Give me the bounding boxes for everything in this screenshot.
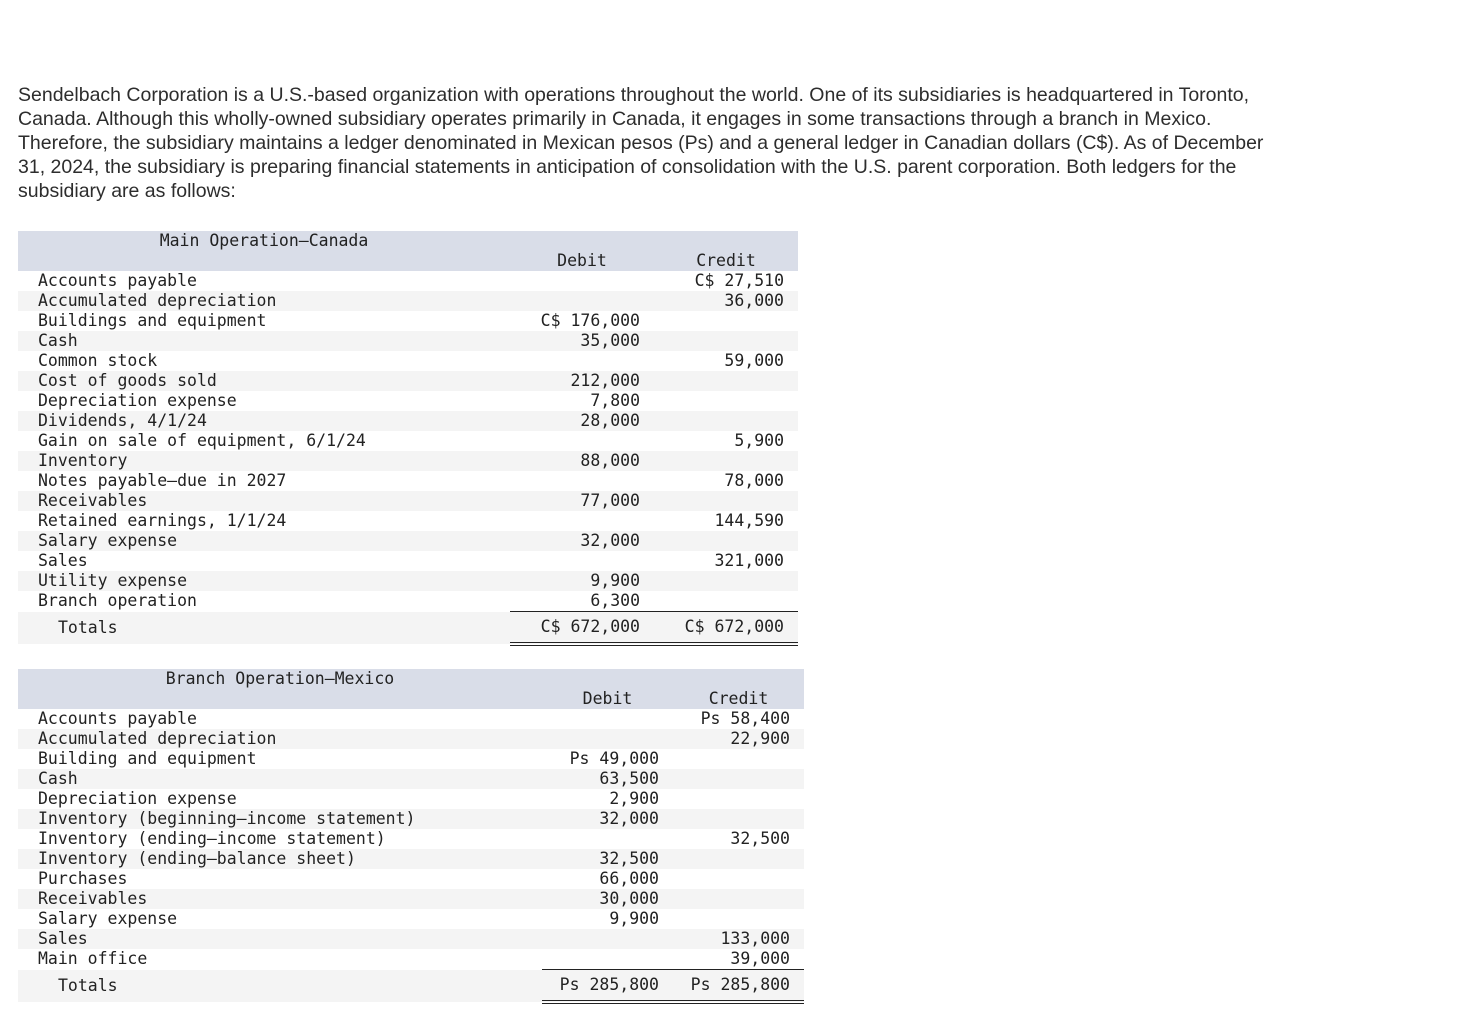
header-filler bbox=[18, 689, 542, 709]
table-row bbox=[18, 551, 798, 571]
debit-cell bbox=[542, 929, 673, 949]
account-cell: Receivables bbox=[18, 889, 542, 909]
table-row bbox=[18, 769, 804, 789]
credit-column-header: Credit bbox=[673, 689, 804, 709]
credit-cell bbox=[654, 571, 798, 591]
account-cell: Gain on sale of equipment, 6/1/24 bbox=[38, 431, 366, 450]
table-row bbox=[18, 411, 798, 431]
account-cell: Main office bbox=[38, 949, 148, 969]
debit-cell: 32,000 bbox=[510, 531, 654, 551]
credit-cell: 78,000 bbox=[724, 471, 784, 490]
credit-total: C$ 672,000 bbox=[654, 612, 798, 645]
debit-cell: 32,000 bbox=[542, 809, 673, 829]
table-row bbox=[18, 789, 804, 809]
account-cell: Cash bbox=[18, 331, 510, 351]
credit-cell: 321,000 bbox=[714, 551, 784, 570]
credit-cell bbox=[654, 391, 798, 411]
table-row bbox=[18, 511, 798, 531]
credit-cell bbox=[654, 411, 798, 431]
table-row bbox=[18, 829, 804, 849]
table-row bbox=[18, 491, 798, 511]
table-row bbox=[18, 351, 798, 371]
table-row bbox=[18, 571, 798, 591]
header-filler bbox=[510, 231, 654, 251]
table-row bbox=[18, 729, 804, 749]
totals-row bbox=[18, 970, 804, 1003]
totals-label: Totals bbox=[18, 970, 542, 1003]
debit-cell bbox=[510, 431, 654, 451]
credit-cell: 133,000 bbox=[673, 929, 804, 949]
account-cell: Inventory bbox=[18, 451, 510, 471]
account-cell: Inventory (ending—income statement) bbox=[38, 829, 386, 848]
account-cell: Dividends, 4/1/24 bbox=[18, 411, 510, 431]
totals-label: Totals bbox=[18, 612, 510, 645]
credit-cell: 5,900 bbox=[734, 431, 784, 450]
debit-cell: 63,500 bbox=[542, 769, 673, 789]
credit-cell bbox=[673, 749, 804, 769]
mexico-ledger-body bbox=[18, 709, 804, 1002]
credit-cell bbox=[654, 531, 798, 551]
debit-cell: 35,000 bbox=[510, 331, 654, 351]
account-cell: Accumulated depreciation bbox=[18, 291, 510, 311]
table-row bbox=[18, 451, 798, 471]
credit-cell bbox=[654, 591, 798, 612]
header-filler bbox=[673, 669, 804, 689]
account-cell: Sales bbox=[38, 551, 88, 570]
debit-cell bbox=[510, 551, 654, 571]
debit-cell: 88,000 bbox=[510, 451, 654, 471]
debit-cell bbox=[542, 729, 673, 749]
credit-cell: 32,500 bbox=[730, 829, 790, 848]
debit-total: Ps 285,800 bbox=[542, 970, 673, 1003]
debit-cell bbox=[542, 709, 673, 729]
debit-cell: 9,900 bbox=[609, 909, 659, 928]
debit-cell: 7,800 bbox=[590, 391, 640, 410]
credit-cell bbox=[673, 869, 804, 889]
debit-cell bbox=[510, 291, 654, 311]
credit-cell: 22,900 bbox=[673, 729, 804, 749]
table-row bbox=[18, 909, 804, 929]
debit-cell: C$ 176,000 bbox=[540, 311, 640, 330]
table-row bbox=[18, 869, 804, 889]
debit-cell: 2,900 bbox=[609, 789, 659, 808]
credit-cell bbox=[673, 909, 804, 929]
credit-cell bbox=[673, 849, 804, 869]
debit-total: C$ 672,000 bbox=[510, 612, 654, 645]
debit-cell: 212,000 bbox=[510, 371, 654, 391]
table-row bbox=[18, 471, 798, 491]
canada-ledger-table bbox=[18, 231, 798, 646]
credit-cell bbox=[654, 451, 798, 471]
table-row bbox=[18, 371, 798, 391]
debit-column-header: Debit bbox=[542, 689, 673, 709]
table-row bbox=[18, 291, 798, 311]
header-filler bbox=[542, 669, 673, 689]
account-cell: Common stock bbox=[38, 351, 158, 370]
credit-cell: 59,000 bbox=[724, 351, 784, 370]
credit-cell bbox=[673, 769, 804, 789]
credit-cell: 144,590 bbox=[714, 511, 784, 530]
debit-cell: 32,500 bbox=[542, 849, 673, 869]
table-row bbox=[18, 889, 804, 909]
credit-cell bbox=[654, 331, 798, 351]
debit-cell bbox=[510, 271, 654, 291]
account-cell: Cost of goods sold bbox=[18, 371, 510, 391]
credit-cell bbox=[673, 809, 804, 829]
credit-column-header: Credit bbox=[654, 251, 798, 271]
credit-cell bbox=[654, 491, 798, 511]
table-row bbox=[18, 311, 798, 331]
debit-cell: 6,300 bbox=[590, 591, 640, 610]
account-cell: Utility expense bbox=[18, 571, 510, 591]
account-cell: Accounts payable bbox=[38, 271, 197, 290]
account-cell: Salary expense bbox=[18, 531, 510, 551]
account-cell: Depreciation expense bbox=[38, 789, 237, 808]
totals-row bbox=[18, 612, 798, 645]
credit-cell bbox=[654, 311, 798, 331]
table-row bbox=[18, 709, 804, 729]
table-row bbox=[18, 809, 804, 829]
table-row bbox=[18, 271, 798, 291]
table-row bbox=[18, 331, 798, 351]
account-cell: Inventory (beginning—income statement) bbox=[18, 809, 542, 829]
table-row bbox=[18, 749, 804, 769]
account-cell: Salary expense bbox=[38, 909, 178, 928]
debit-column-header: Debit bbox=[510, 251, 654, 271]
debit-cell bbox=[510, 351, 654, 371]
mexico-ledger-title: Branch Operation—Mexico bbox=[18, 669, 542, 689]
table-row bbox=[18, 431, 798, 451]
intro-paragraph: Sendelbach Corporation is a U.S.-based organization with operations throughout the world. One of its subsidiaries is headquartered in Toronto, Canada. Although this wholly-owned subsidiary operates primarily in Canada, it engages in some transactions through a branch in Mexico. Therefore, the subsidiary maintains a ledger denominated in Mexican pesos (Ps) and a general ledger in Canadian dollars (C$). As of December 31, 2024, the subsidiary is preparing financial statements in anticipation of consolidation with the U.S. parent corporation. Both ledgers for the subsidiary are as follows: bbox=[18, 84, 1264, 202]
account-cell: Building and equipment bbox=[38, 749, 257, 768]
canada-ledger-body bbox=[18, 271, 798, 644]
debit-cell: 66,000 bbox=[599, 869, 659, 888]
debit-cell bbox=[542, 949, 673, 970]
table-row bbox=[18, 391, 798, 411]
account-cell: Receivables bbox=[18, 491, 510, 511]
debit-cell bbox=[510, 471, 654, 491]
account-cell: Depreciation expense bbox=[38, 391, 237, 410]
account-cell: Sales bbox=[18, 929, 542, 949]
debit-cell bbox=[542, 829, 673, 849]
credit-cell bbox=[654, 371, 798, 391]
table-row bbox=[18, 929, 804, 949]
account-cell: Accounts payable bbox=[38, 709, 197, 728]
credit-cell: Ps 58,400 bbox=[700, 709, 790, 728]
credit-cell: 36,000 bbox=[654, 291, 798, 311]
header-filler bbox=[654, 231, 798, 251]
table-row bbox=[18, 849, 804, 869]
account-cell: Cash bbox=[18, 769, 542, 789]
credit-cell bbox=[673, 889, 804, 909]
table-row bbox=[18, 591, 798, 612]
header-filler bbox=[18, 251, 510, 271]
account-cell: Buildings and equipment bbox=[38, 311, 267, 330]
table-row bbox=[18, 531, 798, 551]
debit-cell: 9,900 bbox=[510, 571, 654, 591]
credit-total: Ps 285,800 bbox=[673, 970, 804, 1003]
credit-cell: 39,000 bbox=[730, 949, 790, 968]
debit-cell: 28,000 bbox=[510, 411, 654, 431]
debit-cell bbox=[510, 511, 654, 531]
account-cell: Accumulated depreciation bbox=[18, 729, 542, 749]
debit-cell: 77,000 bbox=[510, 491, 654, 511]
account-cell: Retained earnings, 1/1/24 bbox=[38, 511, 287, 530]
debit-cell: Ps 49,000 bbox=[569, 749, 659, 768]
credit-cell: C$ 27,510 bbox=[694, 271, 784, 290]
account-cell: Inventory (ending—balance sheet) bbox=[18, 849, 542, 869]
table-row bbox=[18, 949, 804, 970]
canada-ledger-title: Main Operation—Canada bbox=[18, 231, 510, 251]
account-cell: Notes payable—due in 2027 bbox=[38, 471, 287, 490]
debit-cell: 30,000 bbox=[542, 889, 673, 909]
account-cell: Purchases bbox=[38, 869, 128, 888]
credit-cell bbox=[673, 789, 804, 809]
account-cell: Branch operation bbox=[38, 591, 197, 611]
mexico-ledger-table bbox=[18, 669, 804, 1004]
